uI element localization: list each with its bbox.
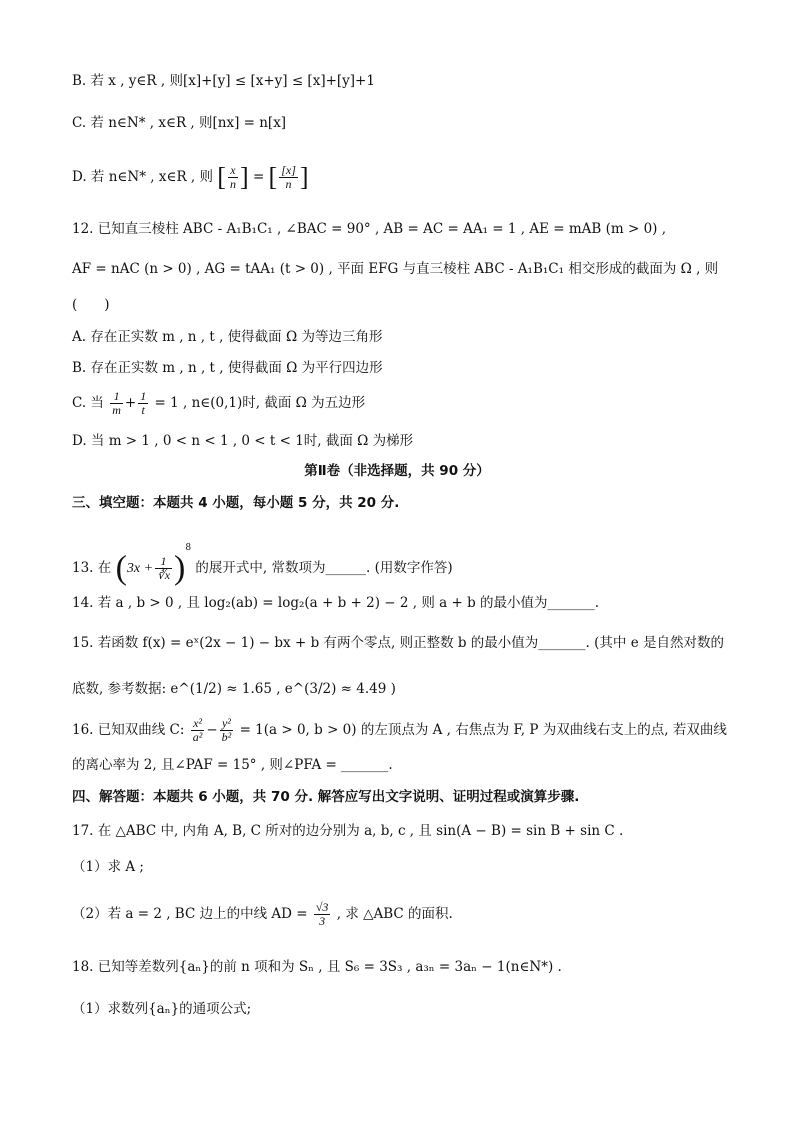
bracket-open: [	[217, 162, 226, 192]
question-17-part-2-text: （2）若 a = 2 , BC 边上的中线 AD =	[72, 906, 308, 922]
minus-sign: −	[206, 722, 218, 738]
question-12-option-d: D. 当 m > 1 , 0 < n < 1 , 0 < t < 1时, 截面 Ω 为梯形	[72, 433, 414, 449]
question-12-line-2: AF = nAC (n > 0) , AG = tAA₁ (t > 0) , 平面 EFG 与直三棱柱 ABC - A₁B₁C₁ 相交形成的截面为 Ω , 则	[72, 261, 719, 277]
question-16-intro: 16. 已知双曲线 C:	[72, 722, 185, 738]
question-17-part-2	[72, 894, 734, 934]
fraction-y2-over-b2: $\frac{\text{y²}}{\text{b²}}$	[221, 716, 232, 744]
fraction-sqrt3-over-3: $\frac{√3}{3}$	[315, 900, 329, 928]
question-18: 18. 已知等差数列{aₙ}的前 n 项和为 Sₙ , 且 S₆ = 3S₃ , a₃ₙ = 3aₙ − 1(n∈N*) .	[72, 959, 562, 975]
section-3-title: 三、填空题：本题共 4 小题，每小题 5 分，共 20 分.	[72, 495, 400, 511]
equals-sign: =	[252, 169, 265, 185]
fraction-1-over-t: $\frac{1}{t}$	[140, 389, 147, 417]
question-16-line-2: 的离心率为 2, 且∠PAF = 15° , 则∠PFA = _______.	[72, 757, 393, 773]
question-13-number: 13. 在	[72, 560, 112, 576]
question-13-text: 的展开式中, 常数项为______. (用数字作答)	[195, 560, 453, 576]
question-12-option-c	[72, 384, 734, 422]
bracket-open: [	[268, 162, 278, 192]
question-18-part-1: （1）求数列{aₙ}的通项公式;	[72, 1001, 252, 1017]
question-17: 17. 在 △ABC 中, 内角 A, B, C 所对的边分别为 a, b, c , 且 sin(A − B) = sin B + sin C .	[72, 823, 624, 839]
option-b-line: B. 若 x , y∈R , 则[x]+[y] ≤ [x+y] ≤ [x]+[y]+1	[72, 73, 375, 89]
option-c-label: C. 当	[72, 395, 104, 411]
paren-open: (	[115, 549, 127, 587]
question-13-expr: 3x +	[126, 561, 154, 576]
question-12-option-b: B. 存在正实数 m , n , t , 使得截面 Ω 为平行四边形	[72, 360, 383, 376]
question-13	[72, 526, 734, 591]
fraction-x2-over-a2: $\frac{\text{x²}}{\text{a²}}$	[192, 716, 203, 744]
fraction-x-over-n: $\frac{x}{n}$	[229, 163, 236, 191]
question-12-line-1: 12. 已知直三棱柱 ABC - A₁B₁C₁ , ∠BAC = 90° , AB = AC = AA₁ = 1 , AE = mAB (m > 0) ,	[72, 221, 667, 237]
plus-sign: +	[124, 395, 137, 411]
question-12-option-a: A. 存在正实数 m , n , t , 使得截面 Ω 为等边三角形	[72, 329, 383, 345]
question-17-part-1: （1）求 A ;	[72, 859, 144, 875]
bracket-close: ]	[299, 162, 309, 192]
bracket-close: ]	[239, 162, 249, 192]
option-d-line	[72, 160, 734, 195]
question-14: 14. 若 a , b > 0 , 且 log₂(ab) = log₂(a + b + 2) − 2 , 则 a + b 的最小值为_______.	[72, 595, 600, 611]
part-2-title: 第Ⅱ卷（非选择题，共 90 分）	[304, 463, 490, 479]
question-16-text: = 1(a > 0, b > 0) 的左顶点为 A , 右焦点为 F, P 为双曲线右支上的点, 若双曲线	[239, 722, 727, 738]
option-d-text: D. 若 n∈N* , x∈R , 则	[72, 169, 213, 185]
option-c-condition: = 1 , n∈(0,1)时, 截面 Ω 为五边形	[154, 395, 366, 411]
question-15-line-1: 15. 若函数 f(x) = eˣ(2x − 1) − bx + b 有两个零点, 则正整数 b 的最小值为_______. (其中 e 是自然对数的	[72, 635, 724, 651]
fraction-floor-x-over-n: $\frac{[x]}{n}$	[281, 163, 296, 191]
question-17-part-2-end: , 求 △ABC 的面积.	[336, 906, 453, 922]
option-c-line: C. 若 n∈N* , x∈R , 则[nx] = n[x]	[72, 115, 287, 131]
fraction-1-over-m: $\frac{1}{m}$	[112, 389, 121, 417]
question-16-line-1	[72, 713, 734, 747]
question-15-line-2: 底数, 参考数据: e^(1/2) ≈ 1.65 , e^(3/2) ≈ 4.49 )	[72, 681, 396, 697]
paren-close: )	[174, 549, 186, 587]
fraction-1-over-cube-root-x: $\frac{1}{∛x}$	[157, 554, 171, 582]
question-13-exponent: 8	[185, 543, 192, 553]
section-4-title: 四、解答题：本题共 6 小题，共 70 分. 解答应写出文字说明、证明过程或演算步骤.	[72, 789, 580, 805]
question-12-line-3: ( )	[72, 297, 110, 313]
